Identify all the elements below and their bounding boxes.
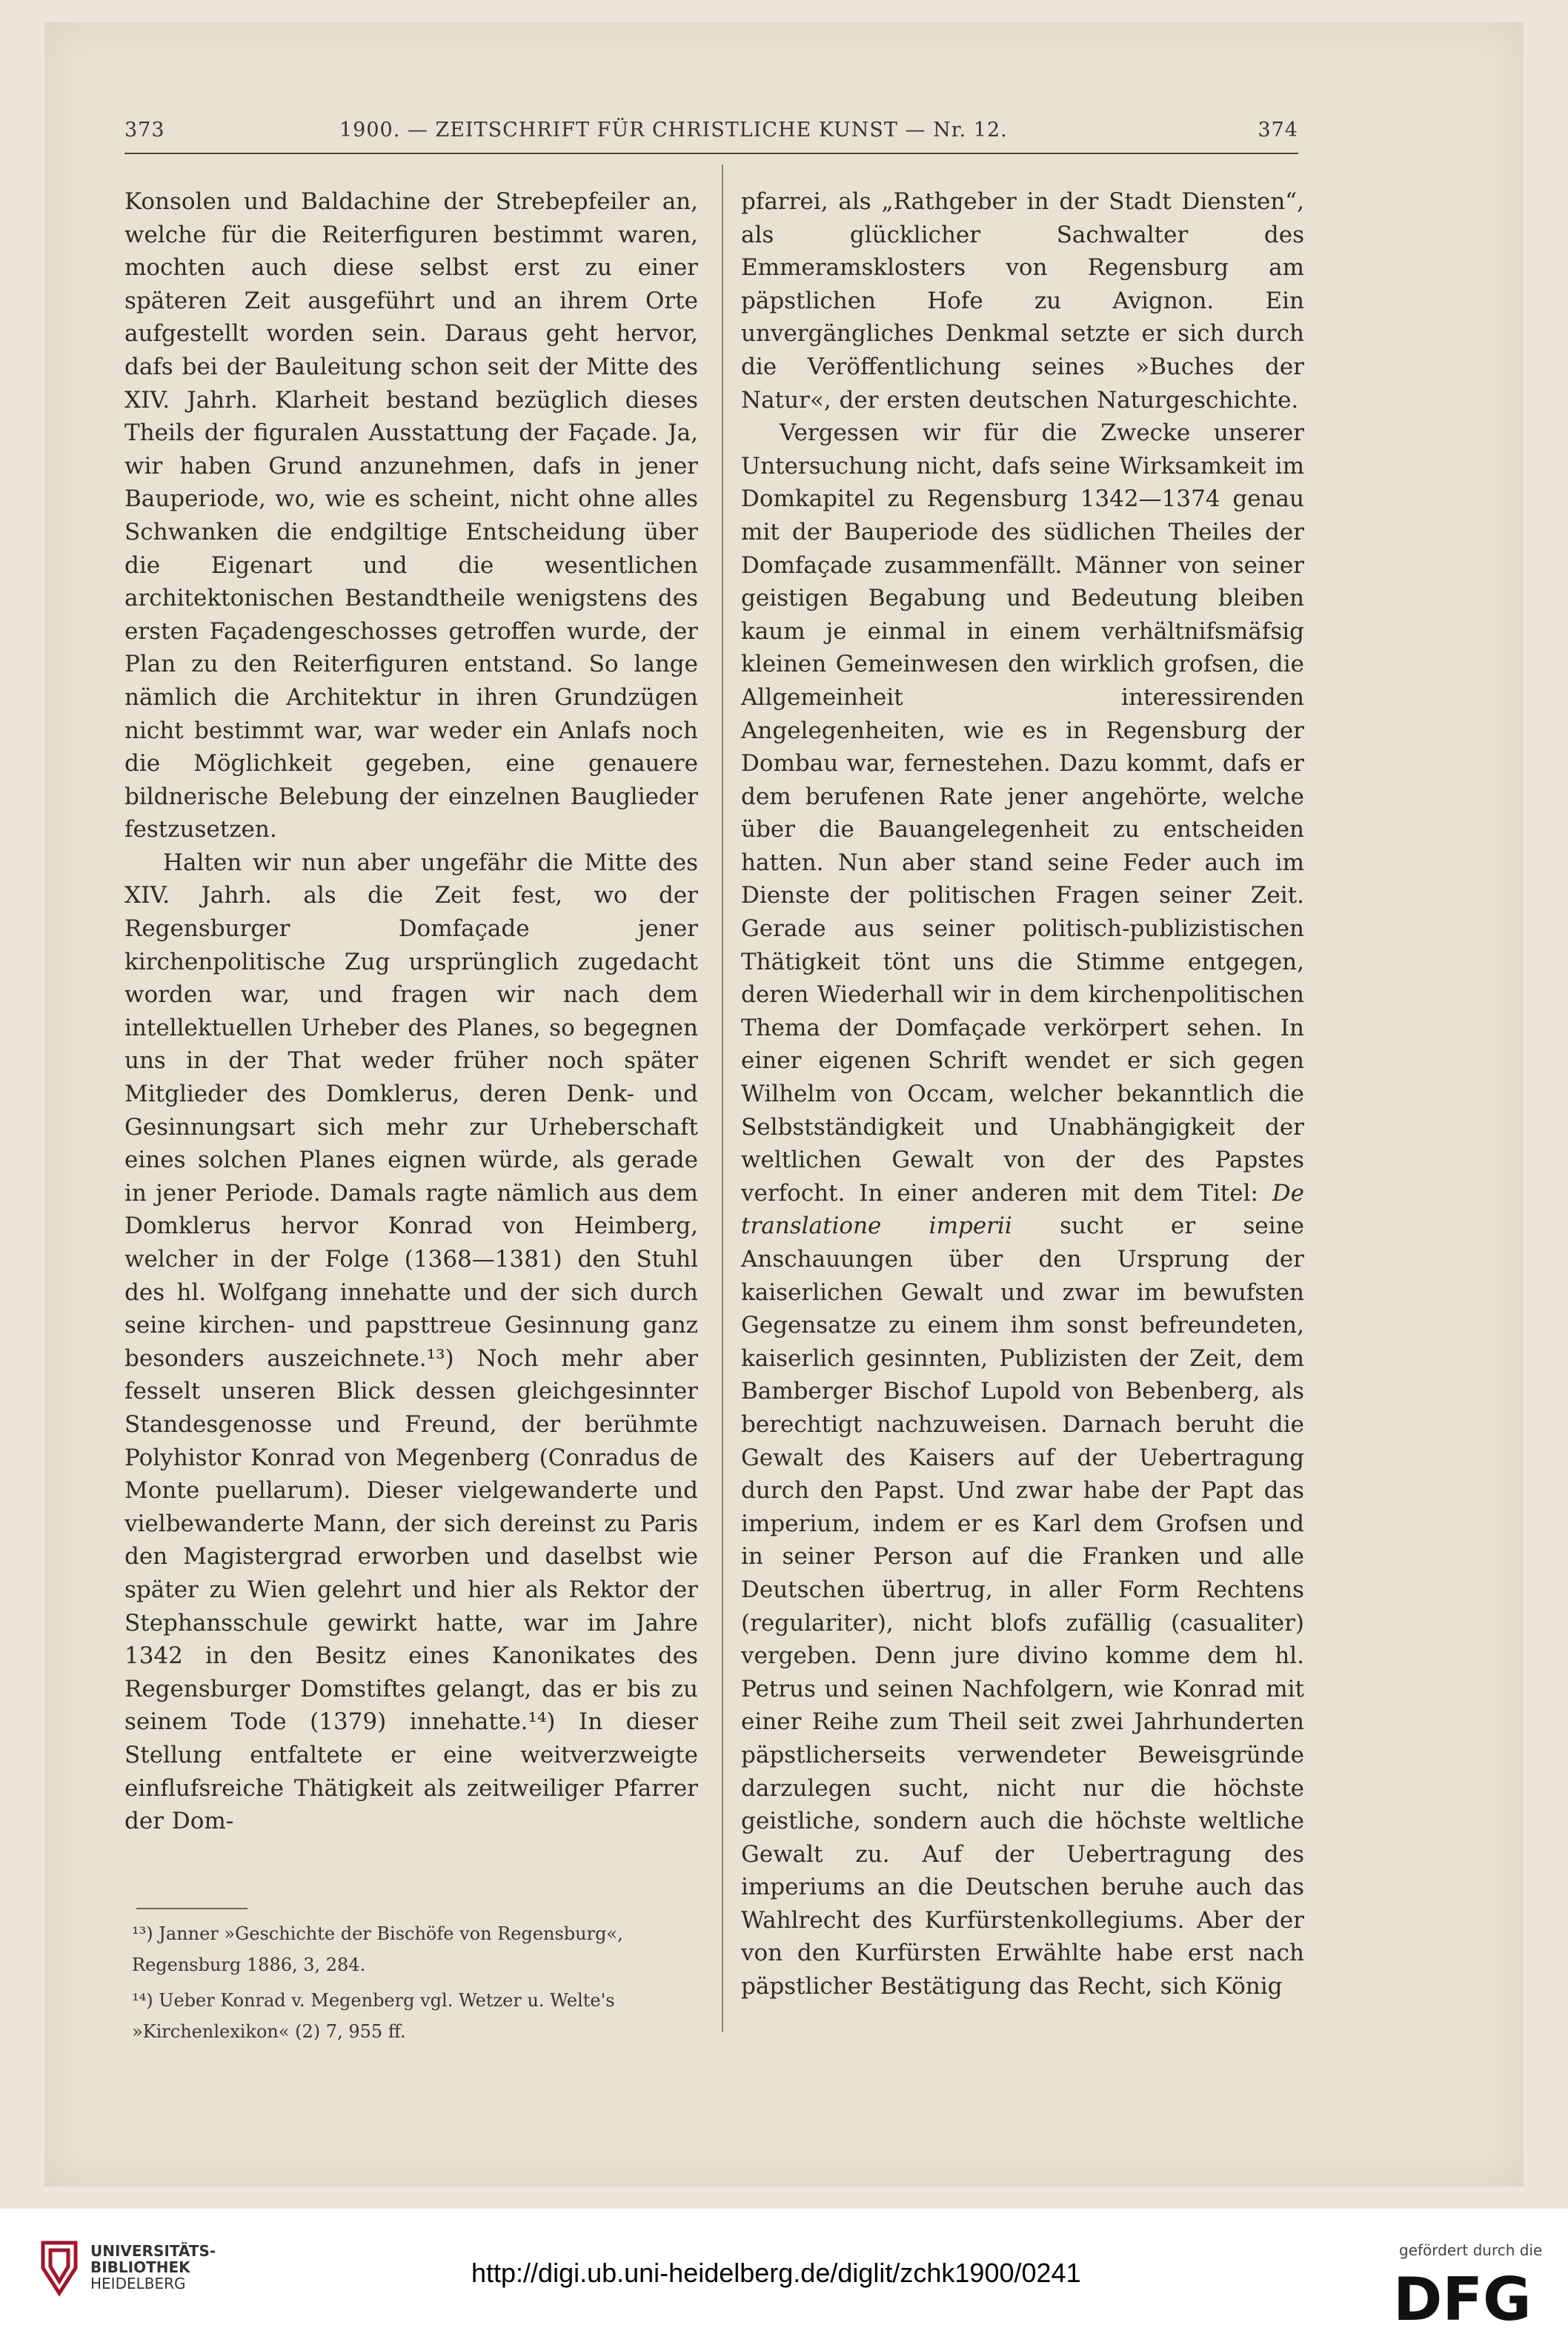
page-number-left: 373 — [124, 119, 165, 142]
header-rule — [124, 153, 1298, 154]
right-paragraph-2-rest: sucht er seine Anschauungen über den Ursprung der kaiserlichen Gewalt und zwar im bewufsten Gegensatze zu einem ihm sonst befreundeten, kaiserlich gesinnten, Publizisten der Zeit, dem Bamberger Bischof Lupold von Bebenberg, als berechtigt nachzuweisen. Darnach beruht die Gewalt des Kaisers auf der Uebertragung durch den Papst. Und zwar habe der Papt das imperium, indem er es Karl dem Grofsen und in seiner Person auf die Franken und alle Deutschen übertrug, in aller Form Rechtens (regulariter), nicht blofs zufällig (casualiter) vergeben. Denn jure divino komme dem hl. Petrus und seinen Nachfolgern, wie Konrad mit einer Reihe zum Theil seit zwei Jahrhunderten päpstlicherseits verwendeter Beweisgründe darzulegen sucht, nicht nur die höchste geistliche, sondern auch die höchste weltliche Gewalt zu. Auf der Uebertragung des imperiums an die Deutschen beruhe auch das Wahlrecht des Kurfürstenkollegiums. Aber der von den Kurfürsten Erwählte habe erst nach päpstlicher Bestätigung das Recht, sich König — [741, 1213, 1304, 2000]
funding-label: gefördert durch die — [1399, 2241, 1543, 2259]
permalink-url[interactable]: http://digi.ub.uni-heidelberg.de/diglit/zchk1900/0241 — [471, 2258, 1081, 2288]
footnote-14: ¹⁴) Ueber Konrad v. Megenberg vgl. Wetzer u. Welte's »Kirchenlexikon« (2) 7, 955 ff. — [132, 1990, 615, 2042]
footer-bar — [0, 2209, 1568, 2351]
right-paragraph-1: pfarrei, als „Rathgeber in der Stadt Diensten“, als glücklicher Sachwalter des Emmeramsklosters von Regensburg am päpstlichen Hofe zu Avignon. Ein unvergängliches Denkmal setzte er sich durch die Veröffentlichung seines »Buches der Natur«, der ersten deutschen Naturgeschichte. — [741, 188, 1304, 414]
library-line-2: BIBLIOTHEK — [90, 2258, 190, 2276]
svg-text:DFG: DFG — [1393, 2265, 1532, 2327]
right-paragraph-2 — [741, 417, 1304, 2003]
footnote-rule — [136, 1908, 248, 1909]
library-line-1: UNIVERSITÄTS- — [90, 2242, 216, 2260]
right-paragraph-2-text: Vergessen wir für die Zwecke unserer Untersuchung nicht, dafs seine Wirksamkeit im Domkapitel zu Regensburg 1342—1374 genau mit der Bauperiode des südlichen Theiles der Domfaçade zusammenfällt. Männer von seiner geistigen Begabung und Bedeutung bleiben kaum je einmal in einem verhältnifsmäfsig kleinen Gemeinwesen den wirklich grofsen, die Allgemeinheit interessirenden Angelegenheiten, wie es in Regensburg der Dombau war, fernestehen. Dazu kommt, dafs er dem berufenen Rate jener angehörte, welche über die Bauangelegenheit zu entscheiden hatten. Nun aber stand seine Feder auch im Dienste der politischen Fragen seiner Zeit. Gerade aus seiner politisch-publizistischen Thätigkeit tönt uns die Stimme entgegen, deren Wiederhall wir in dem kirchenpolitischen Thema der Domfaçade verkörpert sehen. In einer eigenen Schrift wendet er sich gegen Wilhelm von Occam, welcher bekanntlich die Selbstständigkeit und Unabhängigkeit der weltlichen Gewalt von der des Papstes verfocht. In einer anderen mit dem Titel: — [741, 420, 1304, 1207]
library-line-3: HEIDELBERG — [90, 2275, 186, 2292]
dfg-logo-icon — [1393, 2265, 1549, 2327]
page-number-right: 374 — [1258, 119, 1298, 142]
footnotes — [132, 1918, 701, 2052]
footnote-13: ¹³) Janner »Geschichte der Bischöfe von Regensburg«, Regensburg 1886, 3, 284. — [132, 1923, 623, 1975]
ub-heidelberg-logo-icon — [37, 2238, 82, 2298]
library-name — [90, 2243, 216, 2292]
left-column — [124, 185, 698, 1838]
running-header — [124, 119, 1298, 151]
left-paragraph-1: Konsolen und Baldachine der Strebepfeiler an, welche für die Reiterfiguren bestimmt waren, mochten auch diese selbst erst zu einer späteren Zeit ausgeführt und an ihrem Orte aufgestellt worden sein. Daraus geht hervor, dafs bei der Bauleitung schon seit der Mitte des XIV. Jahrh. Klarheit bestand bezüglich dieses Theils der figuralen Ausstattung der Façade. Ja, wir haben Grund anzunehmen, dafs in jener Bauperiode, wo, wie es scheint, nicht ohne alles Schwanken die endgiltige Entscheidung über die Eigenart und die wesentlichen architektonischen Bestandtheile wenigstens des ersten Façadengeschosses getroffen wurde, der Plan zu den Reiterfiguren entstand. So lange nämlich die Architektur in ihren Grundzügen nicht bestimmt war, war weder ein Anlafs noch die Möglichkeit gegeben, eine genauere bildnerische Belebung der einzelnen Bauglieder festzusetzen. — [124, 188, 698, 843]
column-divider — [722, 165, 723, 2032]
work-title-italic: De translatione imperii — [741, 1179, 1304, 1240]
journal-title: 1900. — ZEITSCHRIFT FÜR CHRISTLICHE KUNST — Nr. 12. — [339, 119, 1008, 142]
left-paragraph-2: Halten wir nun aber ungefähr die Mitte des XIV. Jahrh. als die Zeit fest, wo der Regensburger Domfaçade jener kirchenpolitische Zug ursprünglich zugedacht worden war, und fragen wir nach dem intellektuellen Urheber des Planes, so begegnen uns in der That weder früher noch später Mitglieder des Domklerus, deren Denk- und Gesinnungsart sich mehr zur Urheberschaft eines solchen Planes eignen würde, als gerade in jener Periode. Damals ragte nämlich aus dem Domklerus hervor Konrad von Heimberg, welcher in der Folge (1368—1381) den Stuhl des hl. Wolfgang innehatte und der sich durch seine kirchen- und papsttreue Gesinnung ganz besonders auszeichnete.¹³) Noch mehr aber fesselt unseren Blick dessen gleichgesinnter Standesgenosse und Freund, der berühmte Polyhistor Konrad von Megenberg (Conradus de Monte puellarum). Dieser vielgewanderte und vielbewanderte Mann, der sich dereinst zu Paris den Magistergrad erworben und daselbst wie später zu Wien gelehrt und hier als Rektor der Stephansschule gewirkt hatte, war im Jahre 1342 in den Besitz eines Kanonikates des Regensburger Domstiftes gelangt, das er bis zu seinem Tode (1379) innehatte.¹⁴) In dieser Stellung entfaltete er eine weitverzweigte einflufsreiche Thätigkeit als zeitweiliger Pfarrer der Dom- — [124, 849, 698, 1835]
right-column — [741, 185, 1304, 2003]
